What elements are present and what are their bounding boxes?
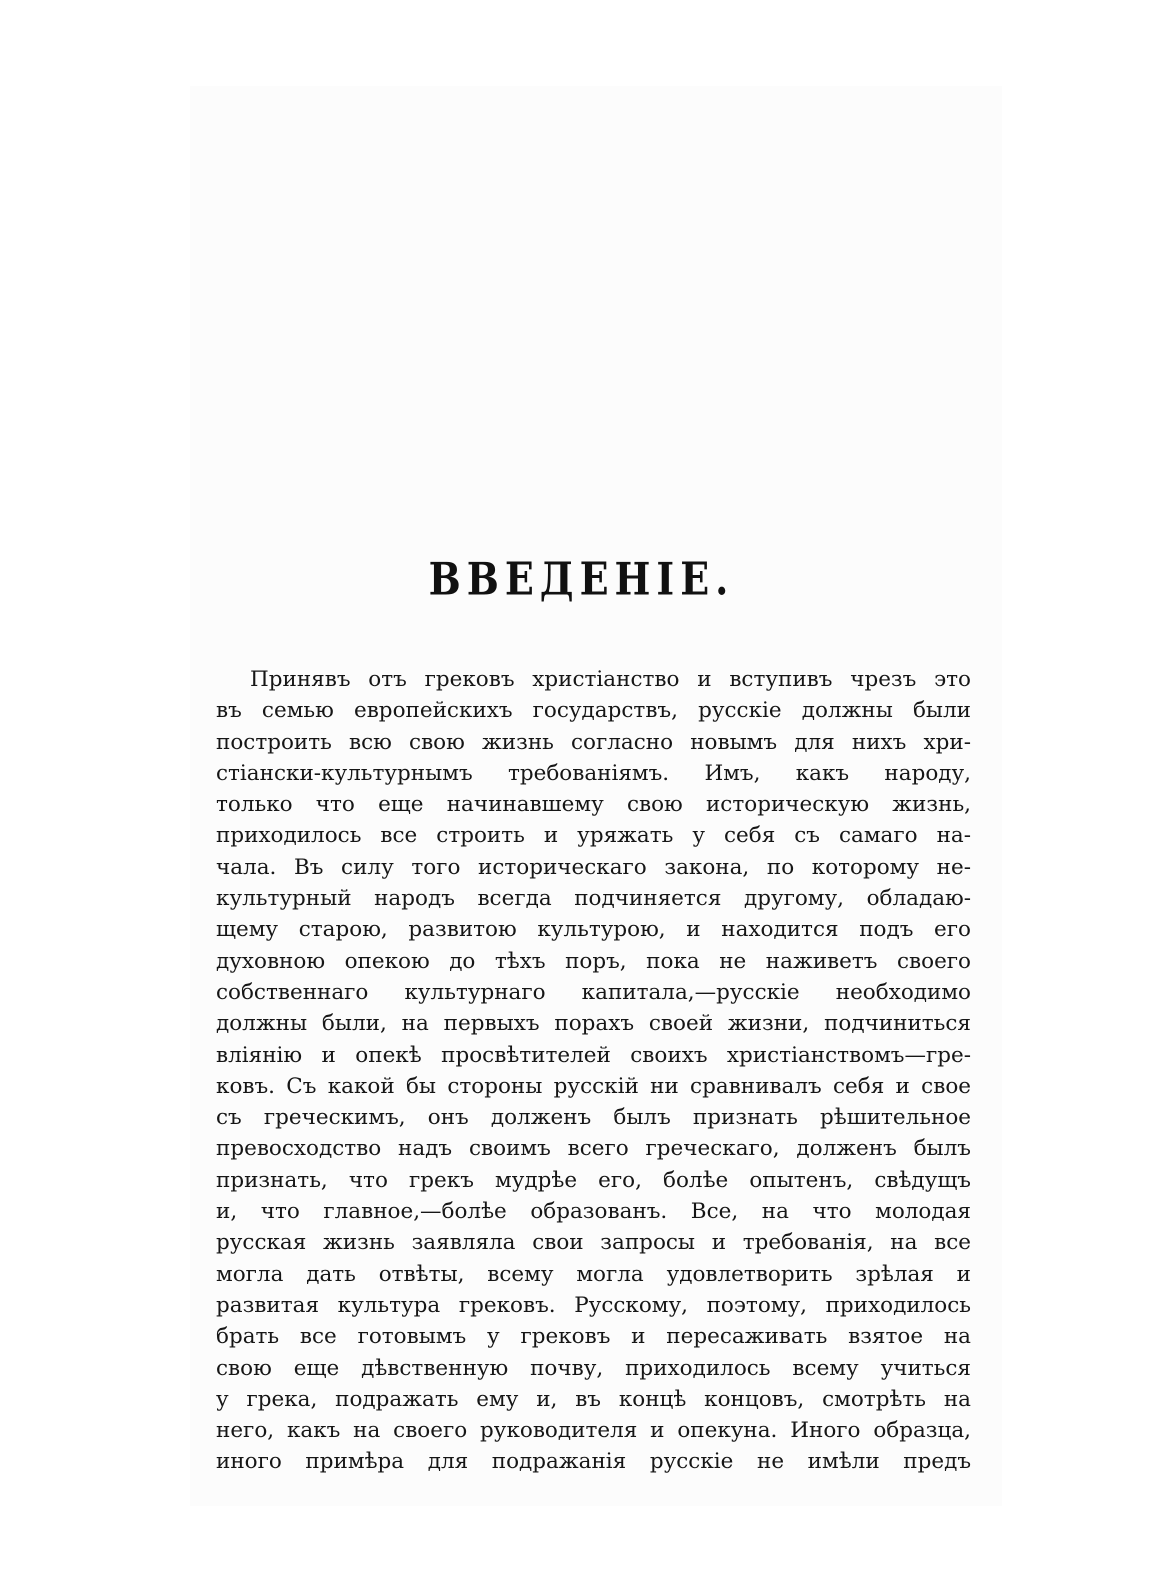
chapter-heading: ВВЕДЕНІЕ. [428,552,735,606]
text-line: иного примѣра для подражанія русскіе не имѣли предъ [216,1449,971,1475]
text-line: него, какъ на своего руководителя и опекуна. Иного образца, [216,1418,971,1444]
text-line: вліянію и опекѣ просвѣтителей своихъ христіанствомъ—гре- [216,1042,971,1068]
text-line: развитая культура грековъ. Русскому, поэтому, приходилось [216,1292,971,1318]
text-line: только что еще начинавшему свою историческую жизнь, [216,792,971,818]
text-line: приходилось все строить и уряжать у себя съ самаго на- [216,823,971,849]
text-line: брать все готовымъ у грековъ и пересаживать взятое на [216,1324,971,1350]
text-line: съ греческимъ, онъ долженъ былъ признать рѣшительное [216,1105,971,1131]
text-line: у грека, подражать ему и, въ концѣ концовъ, смотрѣть на [216,1386,971,1412]
text-line: ковъ. Съ какой бы стороны русскій ни сравнивалъ себя и свое [216,1073,971,1099]
text-line: свою еще дѣвственную почву, приходилось всему учиться [216,1355,971,1381]
text-line: щему старою, развитою культурою, и находится подъ его [216,917,971,943]
text-line: должны были, на первыхъ порахъ своей жизни, подчиниться [216,1011,971,1037]
text-line: въ семью европейскихъ государствъ, русскіе должны были [216,698,971,724]
text-line: превосходство надъ своимъ всего греческаго, долженъ былъ [216,1136,971,1162]
text-line: построить всю свою жизнь согласно новымъ для нихъ хри- [216,729,971,755]
text-line: культурный народъ всегда подчиняется другому, обладаю- [216,886,971,912]
text-line: и, что главное,—болѣе образованъ. Все, на что молодая [216,1199,971,1225]
text-line: могла дать отвѣты, всему могла удовлетворить зрѣлая и [216,1261,971,1287]
text-line: Принявъ отъ грековъ христіанство и вступивъ чрезъ это [250,667,971,692]
text-line: русская жизнь заявляла свои запросы и требованія, на все [216,1230,971,1256]
text-line: стіански-культурнымъ требованіямъ. Имъ, какъ народу, [216,760,971,786]
body-paragraph [216,664,971,1478]
text-line: чала. Въ силу того историческаго закона, по которому не- [216,854,971,880]
text-line: собственнаго культурнаго капитала,—русскіе необходимо [216,979,971,1005]
text-line: духовною опекою до тѣхъ поръ, пока не наживетъ своего [216,948,971,974]
text-line: признать, что грекъ мудрѣе его, болѣе опытенъ, свѣдущъ [216,1167,971,1193]
